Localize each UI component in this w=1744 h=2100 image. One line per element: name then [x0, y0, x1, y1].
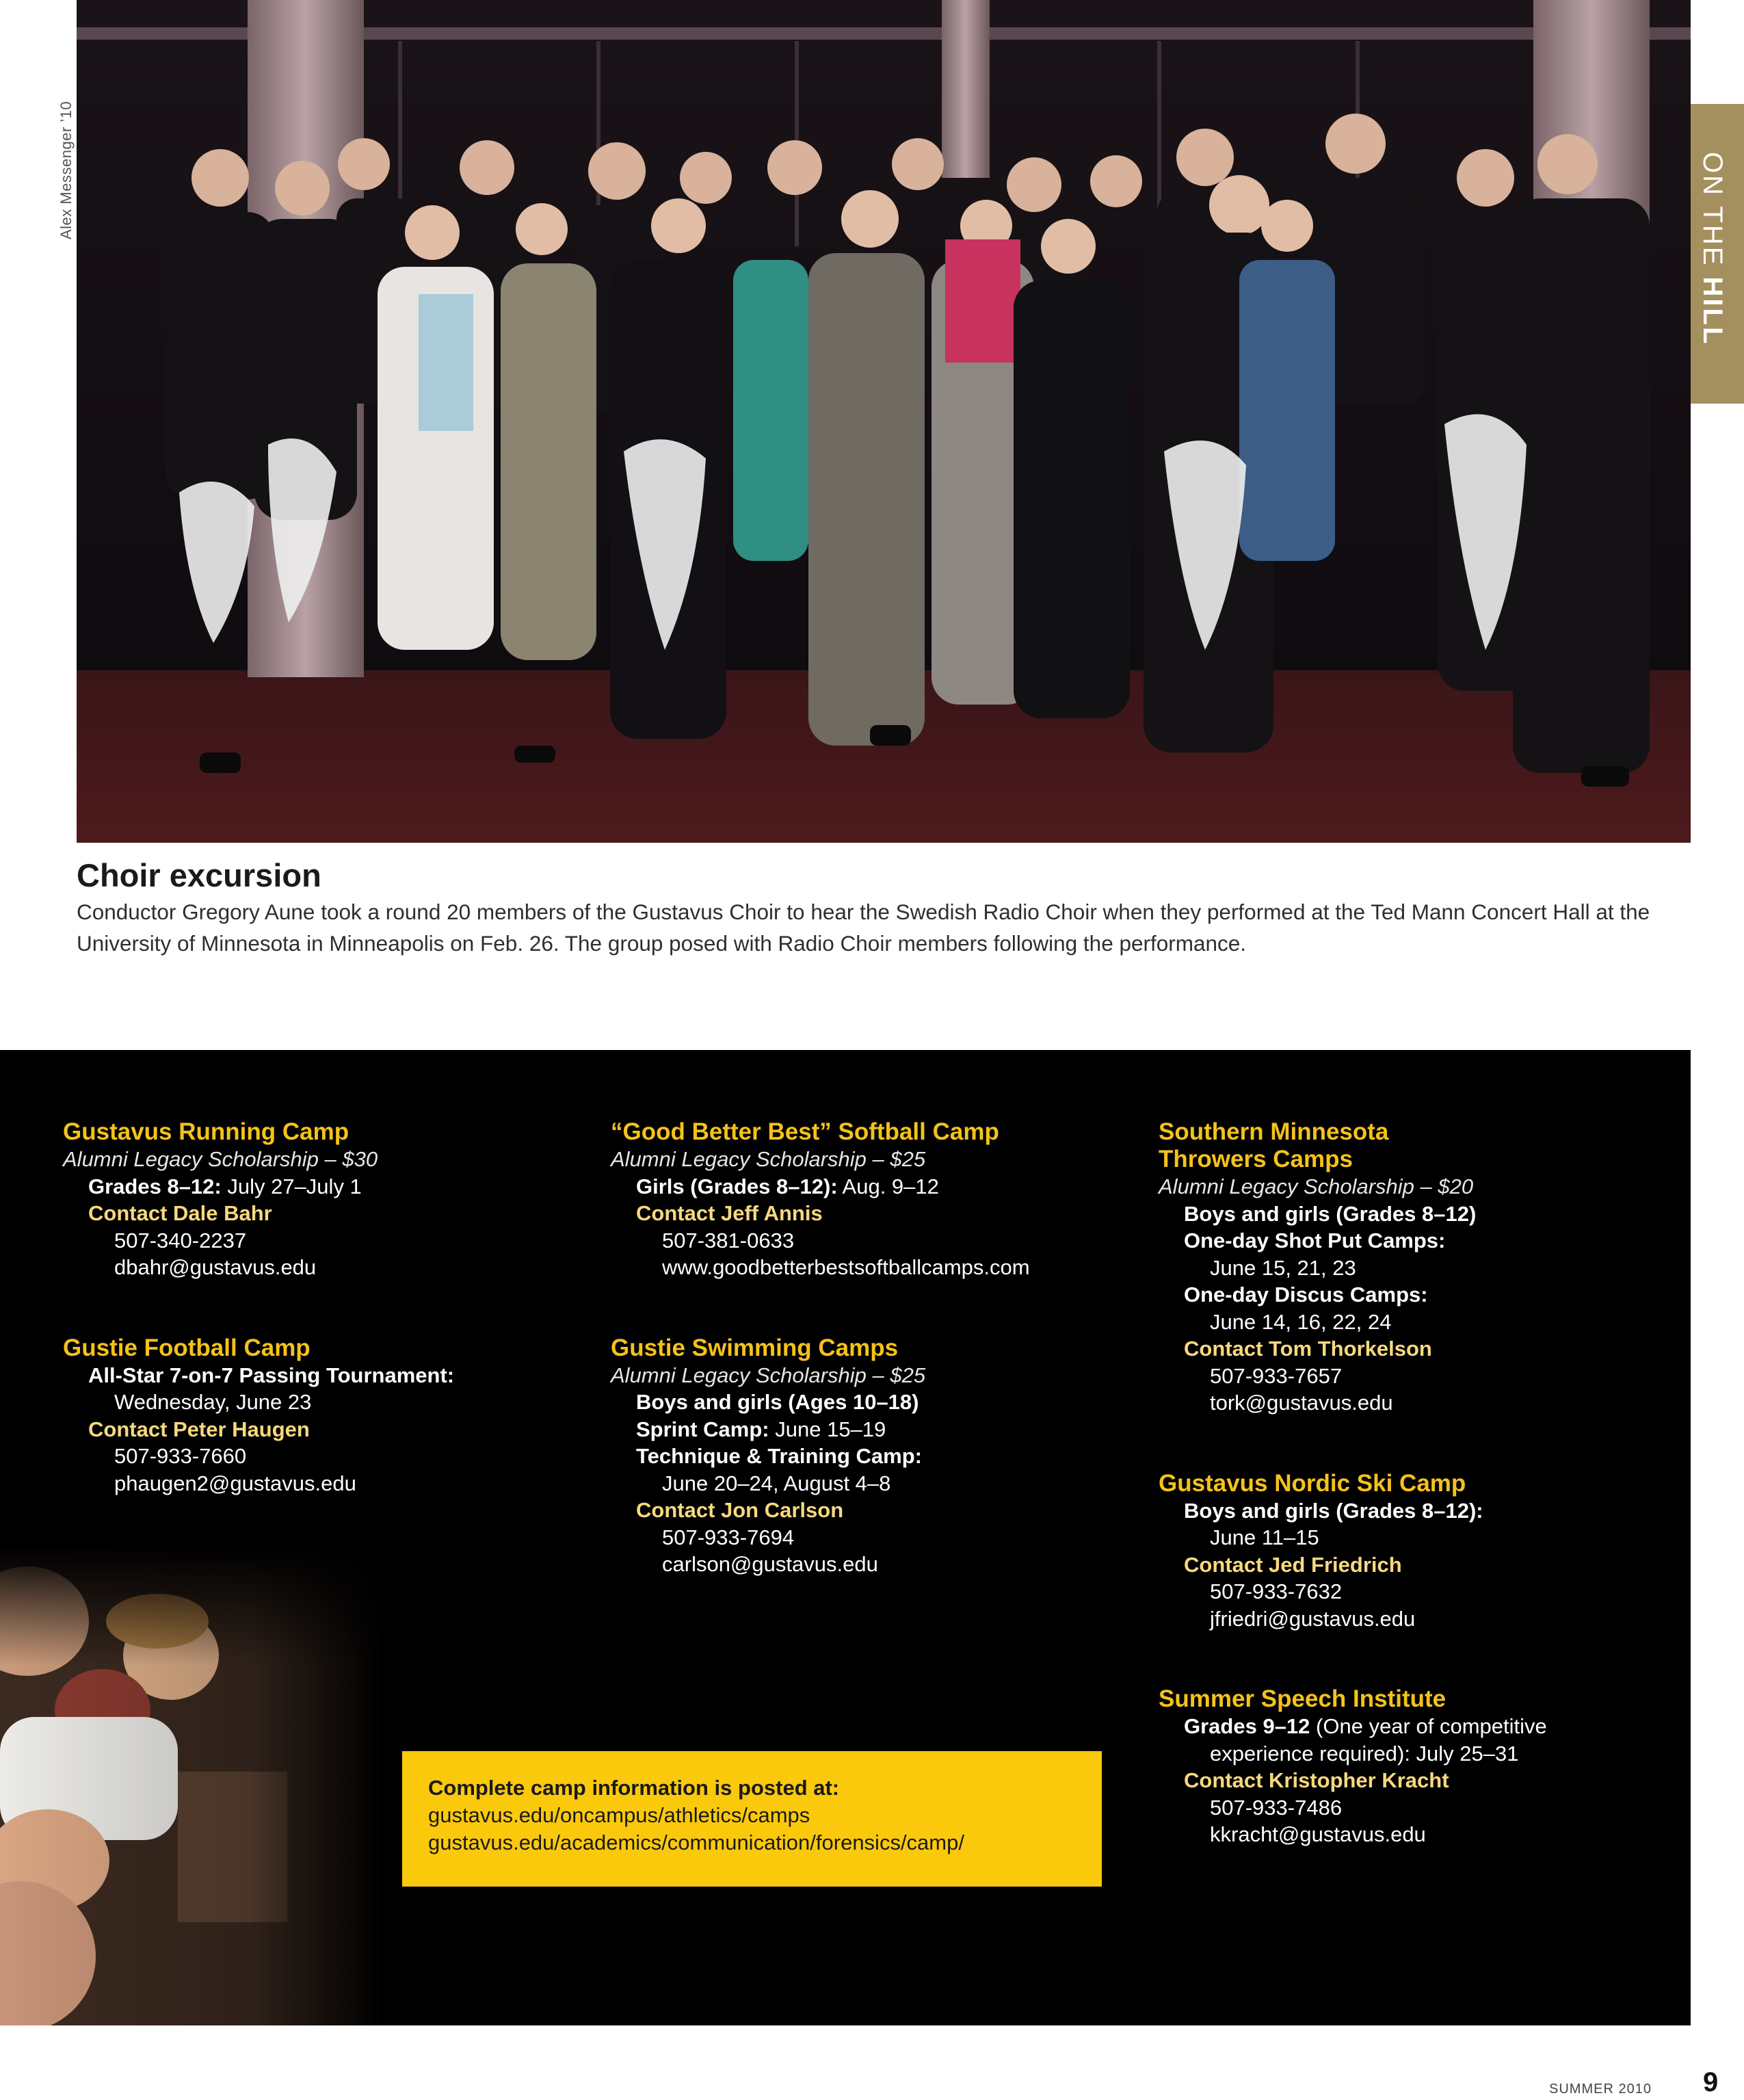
- scholarship: Alumni Legacy Scholarship – $25: [611, 1147, 926, 1171]
- camp-running: [63, 1118, 583, 1281]
- choir-group-photo: [77, 0, 1691, 843]
- camp-football: [63, 1335, 583, 1497]
- camp-title: Throwers Camps: [1159, 1146, 1353, 1172]
- camp-title: Gustie Football Camp: [63, 1334, 311, 1361]
- camp-discus: One-day Discus Camps:: [1184, 1283, 1428, 1307]
- info-box-link-athletics[interactable]: gustavus.edu/oncampus/athletics/camps: [428, 1803, 810, 1827]
- camp-info-box: [402, 1751, 1102, 1887]
- camp-dates: June 14, 16, 22, 24: [1210, 1309, 1392, 1334]
- camp-dates: Wednesday, June 23: [114, 1390, 312, 1414]
- camps-column-2: [611, 1118, 1158, 1631]
- camp-grades: Boys and girls (Grades 8–12):: [1184, 1498, 1483, 1523]
- section-tab: [1691, 104, 1744, 404]
- camp-title: Gustavus Running Camp: [63, 1118, 349, 1145]
- camp-email[interactable]: carlson@gustavus.edu: [662, 1552, 878, 1576]
- scholarship: Alumni Legacy Scholarship – $20: [1159, 1174, 1474, 1198]
- camp-contact: Contact Kristopher Kracht: [1184, 1768, 1449, 1792]
- camp-email[interactable]: kkracht@gustavus.edu: [1210, 1822, 1426, 1846]
- camp-contact: Contact Tom Thorkelson: [1184, 1337, 1432, 1361]
- camp-title: “Good Better Best” Softball Camp: [611, 1118, 999, 1145]
- caption-body: Conductor Gregory Aune took a round 20 members of the Gustavus Choir to hear the Swedish Radio Choir when they performed at the Ted Mann Concert Hall at the University of Minnesota in Minneapolis on Feb. 26. The group posed with Radio Choir members following the performance.: [77, 900, 1650, 956]
- camp-phone: 507-933-7660: [114, 1444, 247, 1468]
- camp-phone: 507-381-0633: [662, 1228, 795, 1252]
- footer-issue: SUMMER 2010: [1549, 2082, 1652, 2097]
- camp-dates: Girls (Grades 8–12): Aug. 9–12: [636, 1174, 939, 1198]
- camp-swimming: [611, 1335, 1158, 1578]
- camp-dates: Grades 9–12 (One year of competitive experience required): July 25–31: [1184, 1714, 1547, 1766]
- camp-email[interactable]: jfriedri@gustavus.edu: [1210, 1606, 1416, 1631]
- camp-dates: June 20–24, August 4–8: [662, 1471, 891, 1495]
- section-tab-label: ON THE HILL: [1697, 152, 1728, 346]
- camp-title: Gustavus Nordic Ski Camp: [1159, 1469, 1466, 1497]
- camp-website[interactable]: www.goodbetterbestsoftballcamps.com: [662, 1255, 1030, 1279]
- info-box-heading: Complete camp information is posted at:: [428, 1776, 840, 1800]
- camp-sprint: Sprint Camp: June 15–19: [636, 1417, 886, 1441]
- camps-column-3: [1159, 1118, 1678, 1902]
- camp-contact: Contact Jed Friedrich: [1184, 1552, 1402, 1577]
- camp-phone: 507-933-7694: [662, 1525, 795, 1549]
- camp-dates: June 15, 21, 23: [1210, 1255, 1356, 1280]
- info-box-link-forensics[interactable]: gustavus.edu/academics/communication/forensics/camp/: [428, 1830, 964, 1854]
- camp-contact: Contact Dale Bahr: [88, 1201, 272, 1225]
- camps-panel: [0, 1050, 1691, 2025]
- camp-event: All-Star 7-on-7 Passing Tournament:: [88, 1363, 455, 1387]
- camp-throwers: [1159, 1118, 1678, 1417]
- camp-phone: 507-340-2237: [114, 1228, 247, 1252]
- caption-title: Choir excursion: [77, 857, 321, 893]
- page-number: 9: [1703, 2067, 1719, 2097]
- camp-title: Southern Minnesota: [1159, 1118, 1389, 1145]
- camp-contact: Contact Jeff Annis: [636, 1201, 823, 1225]
- camp-kids-photo: [0, 1546, 383, 2025]
- camp-dates: Grades 8–12: July 27–July 1: [88, 1174, 362, 1198]
- camp-ages: Boys and girls (Ages 10–18): [636, 1390, 919, 1414]
- camps-column-1: [63, 1118, 583, 1550]
- camp-contact: Contact Peter Haugen: [88, 1417, 310, 1441]
- camp-phone: 507-933-7486: [1210, 1795, 1343, 1820]
- camp-phone: 507-933-7632: [1210, 1579, 1343, 1603]
- camp-email[interactable]: tork@gustavus.edu: [1210, 1391, 1393, 1415]
- camp-technique: Technique & Training Camp:: [636, 1444, 922, 1468]
- photo-credit: Alex Messenger ’10: [57, 101, 75, 239]
- camp-email[interactable]: phaugen2@gustavus.edu: [114, 1471, 356, 1495]
- camp-softball: [611, 1118, 1158, 1281]
- scholarship: Alumni Legacy Scholarship – $25: [611, 1363, 926, 1387]
- camp-nordic: [1159, 1470, 1678, 1633]
- camp-speech: [1159, 1685, 1678, 1848]
- camp-grades: Boys and girls (Grades 8–12): [1184, 1201, 1477, 1226]
- camp-title: Gustie Swimming Camps: [611, 1334, 899, 1361]
- camp-phone: 507-933-7657: [1210, 1363, 1343, 1388]
- camp-title: Summer Speech Institute: [1159, 1685, 1446, 1712]
- scholarship: Alumni Legacy Scholarship – $30: [63, 1147, 378, 1171]
- camp-shot-put: One-day Shot Put Camps:: [1184, 1229, 1446, 1252]
- camp-contact: Contact Jon Carlson: [636, 1498, 844, 1522]
- camp-dates: June 11–15: [1210, 1525, 1319, 1549]
- camp-email[interactable]: dbahr@gustavus.edu: [114, 1255, 317, 1279]
